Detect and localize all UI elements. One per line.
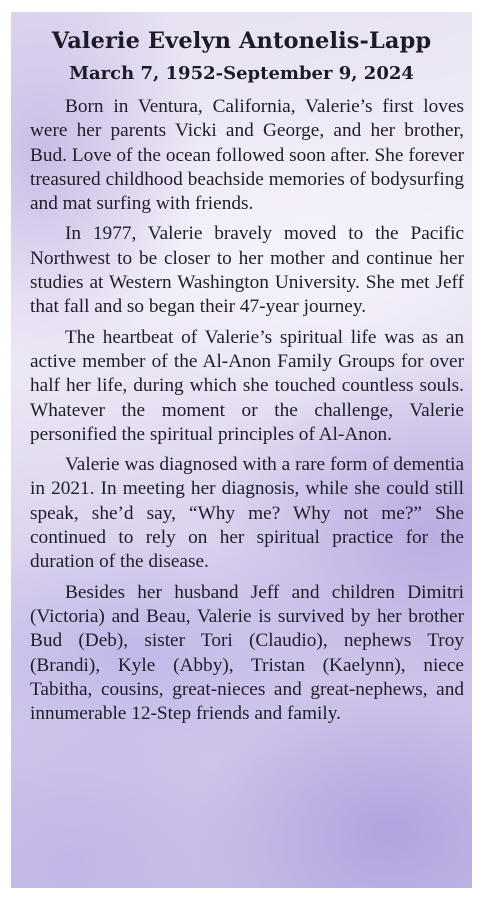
- obituary-dates: March 7, 1952-September 9, 2024: [69, 63, 414, 84]
- paragraph-diagnosis: Valerie was diagnosed with a rare form of dementia in 2021. In meeting her diagnosis, while she could still speak, she’d say, “Why me? Why not me?” She continued to rely on her spiritual practice for the duration of the disease.: [30, 454, 464, 573]
- obituary-name: Valerie Evelyn Antonelis-Lapp: [51, 28, 432, 54]
- obituary-body: [30, 95, 464, 732]
- paragraph-move-northwest: In 1977, Valerie bravely moved to the Pacific Northwest to be closer to her mother and continue her studies at Western Washington University. She met Jeff that fall and so began their 47-year journey.: [30, 223, 464, 318]
- paragraph-survivors: Besides her husband Jeff and children Dimitri (Victoria) and Beau, Valerie is survived by her brother Bud (Deb), sister Tori (Claudio), nephews Troy (Brandi), Kyle (Abby), Tristan (Kaelynn), niece Tabitha, cousins, great-nieces and great-nephews, and innumerable 12-Step friends and family.: [30, 581, 464, 725]
- paragraph-spiritual-life: The heartbeat of Valerie’s spiritual life was as an active member of the Al-Anon Family Groups for over half her life, during which she touched countless souls. Whatever the moment or the challenge, Valerie personified the spiritual principles of Al-Anon.: [30, 326, 464, 445]
- obituary-card: [11, 12, 472, 888]
- paragraph-early-life: Born in Ventura, California, Valerie’s first loves were her parents Vicki and George, and her brother, Bud. Love of the ocean followed soon after. She forever treasured childhood beachside memories of bodysurfing and mat surfing with friends.: [30, 96, 464, 215]
